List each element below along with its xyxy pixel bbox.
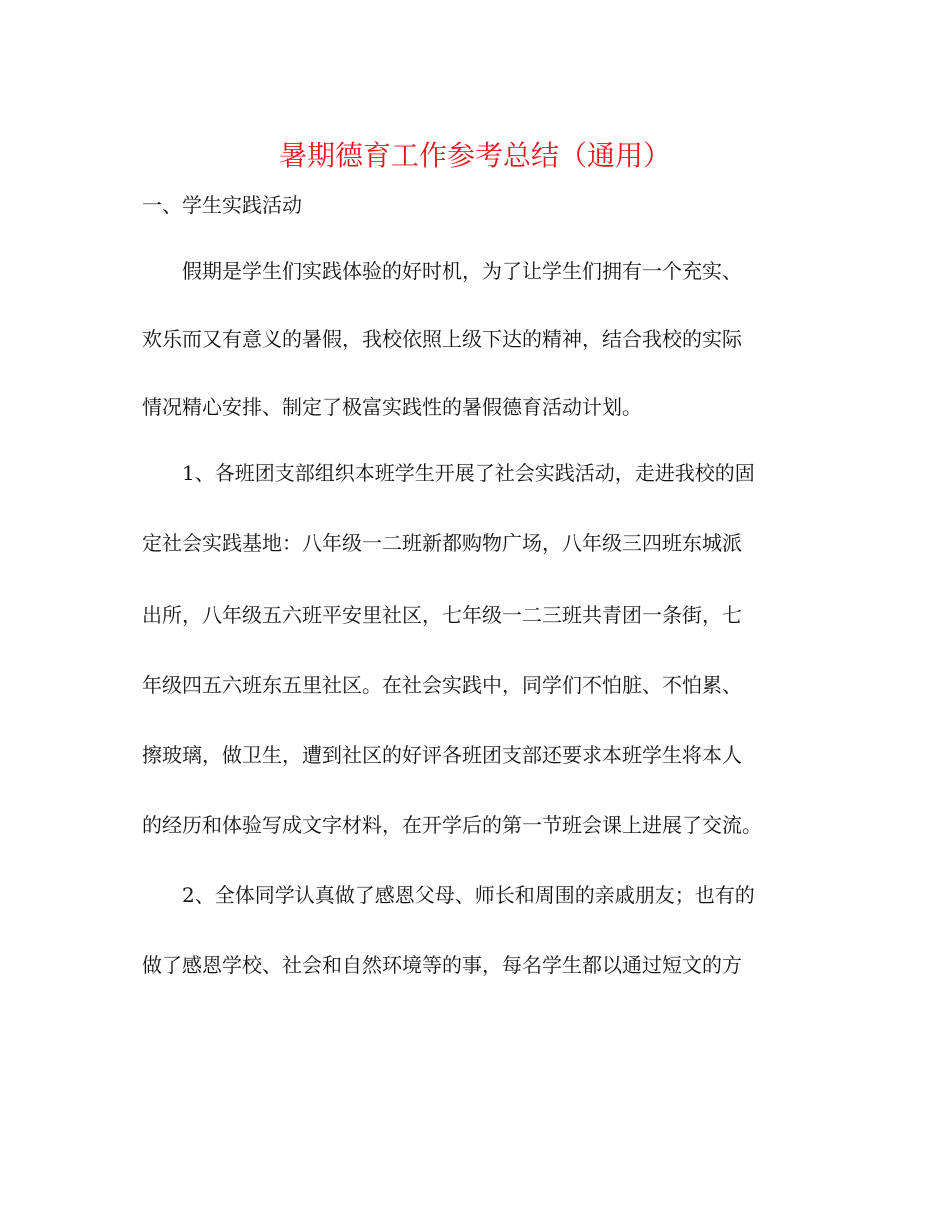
- paragraph-line: 擦玻璃，做卫生，遭到社区的好评各班团支部还要求本班学生将本人: [142, 743, 742, 767]
- paragraph-line: 2、全体同学认真做了感恩父母、师长和周围的亲戚朋友；也有的: [142, 883, 755, 907]
- paragraph-line: 出所，八年级五六班平安里社区，七年级一二三班共青团一条街，七: [142, 603, 742, 627]
- paragraph-line: 的经历和体验写成文字材料，在开学后的第一节班会课上进展了交流。: [142, 813, 762, 837]
- paragraph-line: 情况精心安排、制定了极富实践性的暑假德育活动计划。: [142, 395, 642, 419]
- document-title: 暑期德育工作参考总结（通用）: [278, 139, 671, 172]
- paragraph-line: 1、各班团支部组织本班学生开展了社会实践活动，走进我校的固: [142, 461, 755, 485]
- paragraph-line: 定社会实践基地：八年级一二班新都购物广场，八年级三四班东城派: [142, 531, 742, 555]
- paragraph-line: 欢乐而又有意义的暑假，我校依照上级下达的精神，结合我校的实际: [142, 327, 742, 351]
- section-heading: 一、学生实践活动: [142, 193, 302, 217]
- paragraph-line: 做了感恩学校、社会和自然环境等的事，每名学生都以通过短文的方: [142, 953, 742, 977]
- paragraph-line: 假期是学生们实践体验的好时机，为了让学生们拥有一个充实、: [142, 259, 742, 283]
- paragraph-line: 年级四五六班东五里社区。在社会实践中，同学们不怕脏、不怕累、: [142, 673, 742, 697]
